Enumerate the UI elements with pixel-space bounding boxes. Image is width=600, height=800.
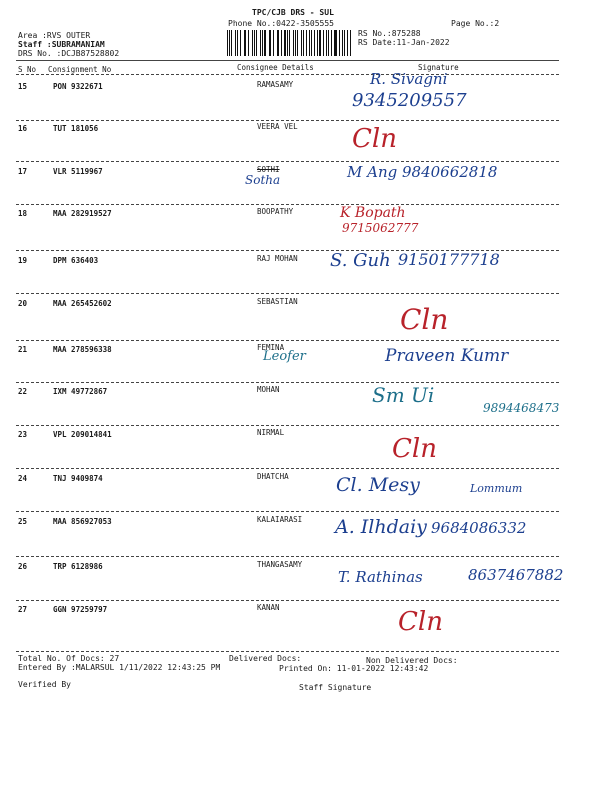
row-separator [16, 556, 559, 557]
column-header-rule [16, 74, 559, 75]
handwritten-note: 9150177718 [398, 250, 500, 269]
handwritten-signature: S. Guh [330, 250, 391, 271]
column-header-consignee: Consignee Details [237, 63, 314, 72]
row-consignee-name: RAMASAMY [257, 80, 294, 89]
handwritten-signature: Sm Ui [372, 383, 435, 407]
row-sno: 17 [18, 167, 28, 176]
row-sno: 24 [18, 474, 28, 483]
handwritten-signature: Cln [352, 124, 397, 154]
row-sno: 19 [18, 256, 28, 265]
row-consignee-name: VEERA VEL [257, 122, 298, 131]
row-separator [16, 382, 559, 383]
row-consignee-name: SOTHI [257, 165, 280, 174]
row-consignee-name: MOHAN [257, 385, 280, 394]
row-consignment-number: MAA 282919527 [53, 209, 112, 218]
row-sno: 23 [18, 430, 28, 439]
table-row [0, 517, 600, 547]
header-rule [16, 60, 559, 61]
handwritten-note: 9684086332 [431, 519, 527, 537]
row-consignment-number: GGN 97259797 [53, 605, 108, 614]
phone-number: Phone No.:0422-3505555 [228, 19, 334, 28]
verified-by-label: Verified By [18, 680, 71, 689]
table-row [0, 428, 600, 464]
row-consignee-name: NIRMAL [257, 428, 285, 437]
handwritten-signature: K Bopath [340, 205, 406, 221]
row-consignment-number: MAA 265452602 [53, 299, 112, 308]
row-consignment-number: MAA 278596338 [53, 345, 112, 354]
table-row [0, 250, 600, 286]
row-separator [16, 511, 559, 512]
handwritten-note: 9345209557 [352, 90, 467, 111]
row-sno: 15 [18, 82, 28, 91]
row-consignment-number: TRP 6128986 [53, 562, 103, 571]
table-row [0, 205, 600, 239]
row-separator [16, 250, 559, 251]
row-separator [16, 204, 559, 205]
handwritten-signature: Cln [398, 607, 443, 637]
handwritten-signature: T. Rathinas [338, 568, 423, 586]
row-consignee-name: BOOPATHY [257, 207, 294, 216]
row-sno: 20 [18, 299, 28, 308]
footer-rule [16, 651, 559, 652]
rs-date: RS Date:11-Jan-2022 [358, 38, 450, 47]
row-sno: 22 [18, 387, 28, 396]
row-separator [16, 120, 559, 121]
table-row [0, 124, 600, 154]
row-consignment-number: VPL 209014841 [53, 430, 112, 439]
row-separator [16, 468, 559, 469]
handwritten-note: 9894468473 [483, 401, 560, 415]
row-sno: 25 [18, 517, 28, 526]
row-separator [16, 340, 559, 341]
handwritten-signature: Cln [400, 303, 449, 336]
handwritten-signature: Praveen Kumr [385, 346, 509, 366]
delivered-docs: Delivered Docs: [229, 654, 302, 663]
handwritten-signature: A. Ilhdaiy [335, 516, 427, 538]
row-consignee-name: FEMINA [257, 343, 285, 352]
page-number: Page No.:2 [451, 19, 500, 28]
row-consignee-name: KALAIARASI [257, 515, 303, 524]
barcode-image [227, 30, 352, 56]
table-row [0, 163, 600, 197]
row-consignment-number: MAA 856927053 [53, 517, 112, 526]
handwritten-note: Lommum [470, 482, 523, 495]
row-separator [16, 425, 559, 426]
table-row [0, 605, 600, 635]
handwritten-note: 9715062777 [342, 221, 419, 235]
table-row [0, 345, 600, 375]
row-consignee-name: SEBASTIAN [257, 297, 298, 306]
row-sno: 18 [18, 209, 28, 218]
row-consignee-name: KANAN [257, 603, 280, 612]
table-row [0, 297, 600, 336]
row-consignment-number: PON 9322671 [53, 82, 103, 91]
handwritten-note: Leofer [263, 349, 306, 364]
row-consignment-number: VLR 5119967 [53, 167, 103, 176]
handwritten-signature: M Ang 9840662818 [347, 163, 498, 181]
row-sno: 16 [18, 124, 28, 133]
total-docs: Total No. Of Docs: 27 [18, 654, 120, 663]
staff-signature-label: Staff Signature [299, 683, 372, 692]
row-separator [16, 161, 559, 162]
area-label: Area :RVS OUTER [18, 31, 91, 40]
row-separator [16, 600, 559, 601]
handwritten-note: Sotha [245, 173, 281, 187]
column-header-sno: S No [18, 65, 37, 74]
table-row [0, 383, 600, 417]
row-consignment-number: TNJ 9409874 [53, 474, 103, 483]
handwritten-signature: Cln [392, 434, 437, 464]
table-row [0, 562, 600, 592]
row-consignee-name: RAJ MOHAN [257, 254, 298, 263]
row-consignee-name: THANGASAMY [257, 560, 303, 569]
row-sno: 27 [18, 605, 28, 614]
row-sno: 21 [18, 345, 28, 354]
column-header-signature: Signature [418, 63, 459, 72]
row-consignee-name: DHATCHA [257, 472, 289, 481]
row-consignment-number: TUT 181056 [53, 124, 99, 133]
document-title: TPC/CJB DRS - SUL [252, 8, 334, 17]
rs-number: RS No.:875288 [358, 29, 421, 38]
drs-number: DRS No. :DCJB87528802 [18, 49, 120, 58]
table-row [0, 474, 600, 504]
handwritten-signature: R. Sivagni [370, 70, 448, 88]
staff-label: Staff :SUBRAMANIAM [18, 40, 105, 49]
row-consignment-number: IXM 49772867 [53, 387, 108, 396]
row-sno: 26 [18, 562, 28, 571]
printed-on: Printed On: 11-01-2022 12:43:42 [279, 664, 429, 673]
row-separator [16, 293, 559, 294]
handwritten-signature: Cl. Mesy [336, 474, 420, 496]
table-row [0, 70, 600, 112]
handwritten-note: 8637467882 [468, 566, 564, 584]
non-delivered-docs: Non Delivered Docs: [366, 656, 458, 665]
entered-by: Entered By :MALARSUL 1/11/2022 12:43:25 PM [18, 663, 221, 672]
row-consignment-number: DPM 636403 [53, 256, 99, 265]
column-header-consignment: Consignment No [48, 65, 112, 74]
